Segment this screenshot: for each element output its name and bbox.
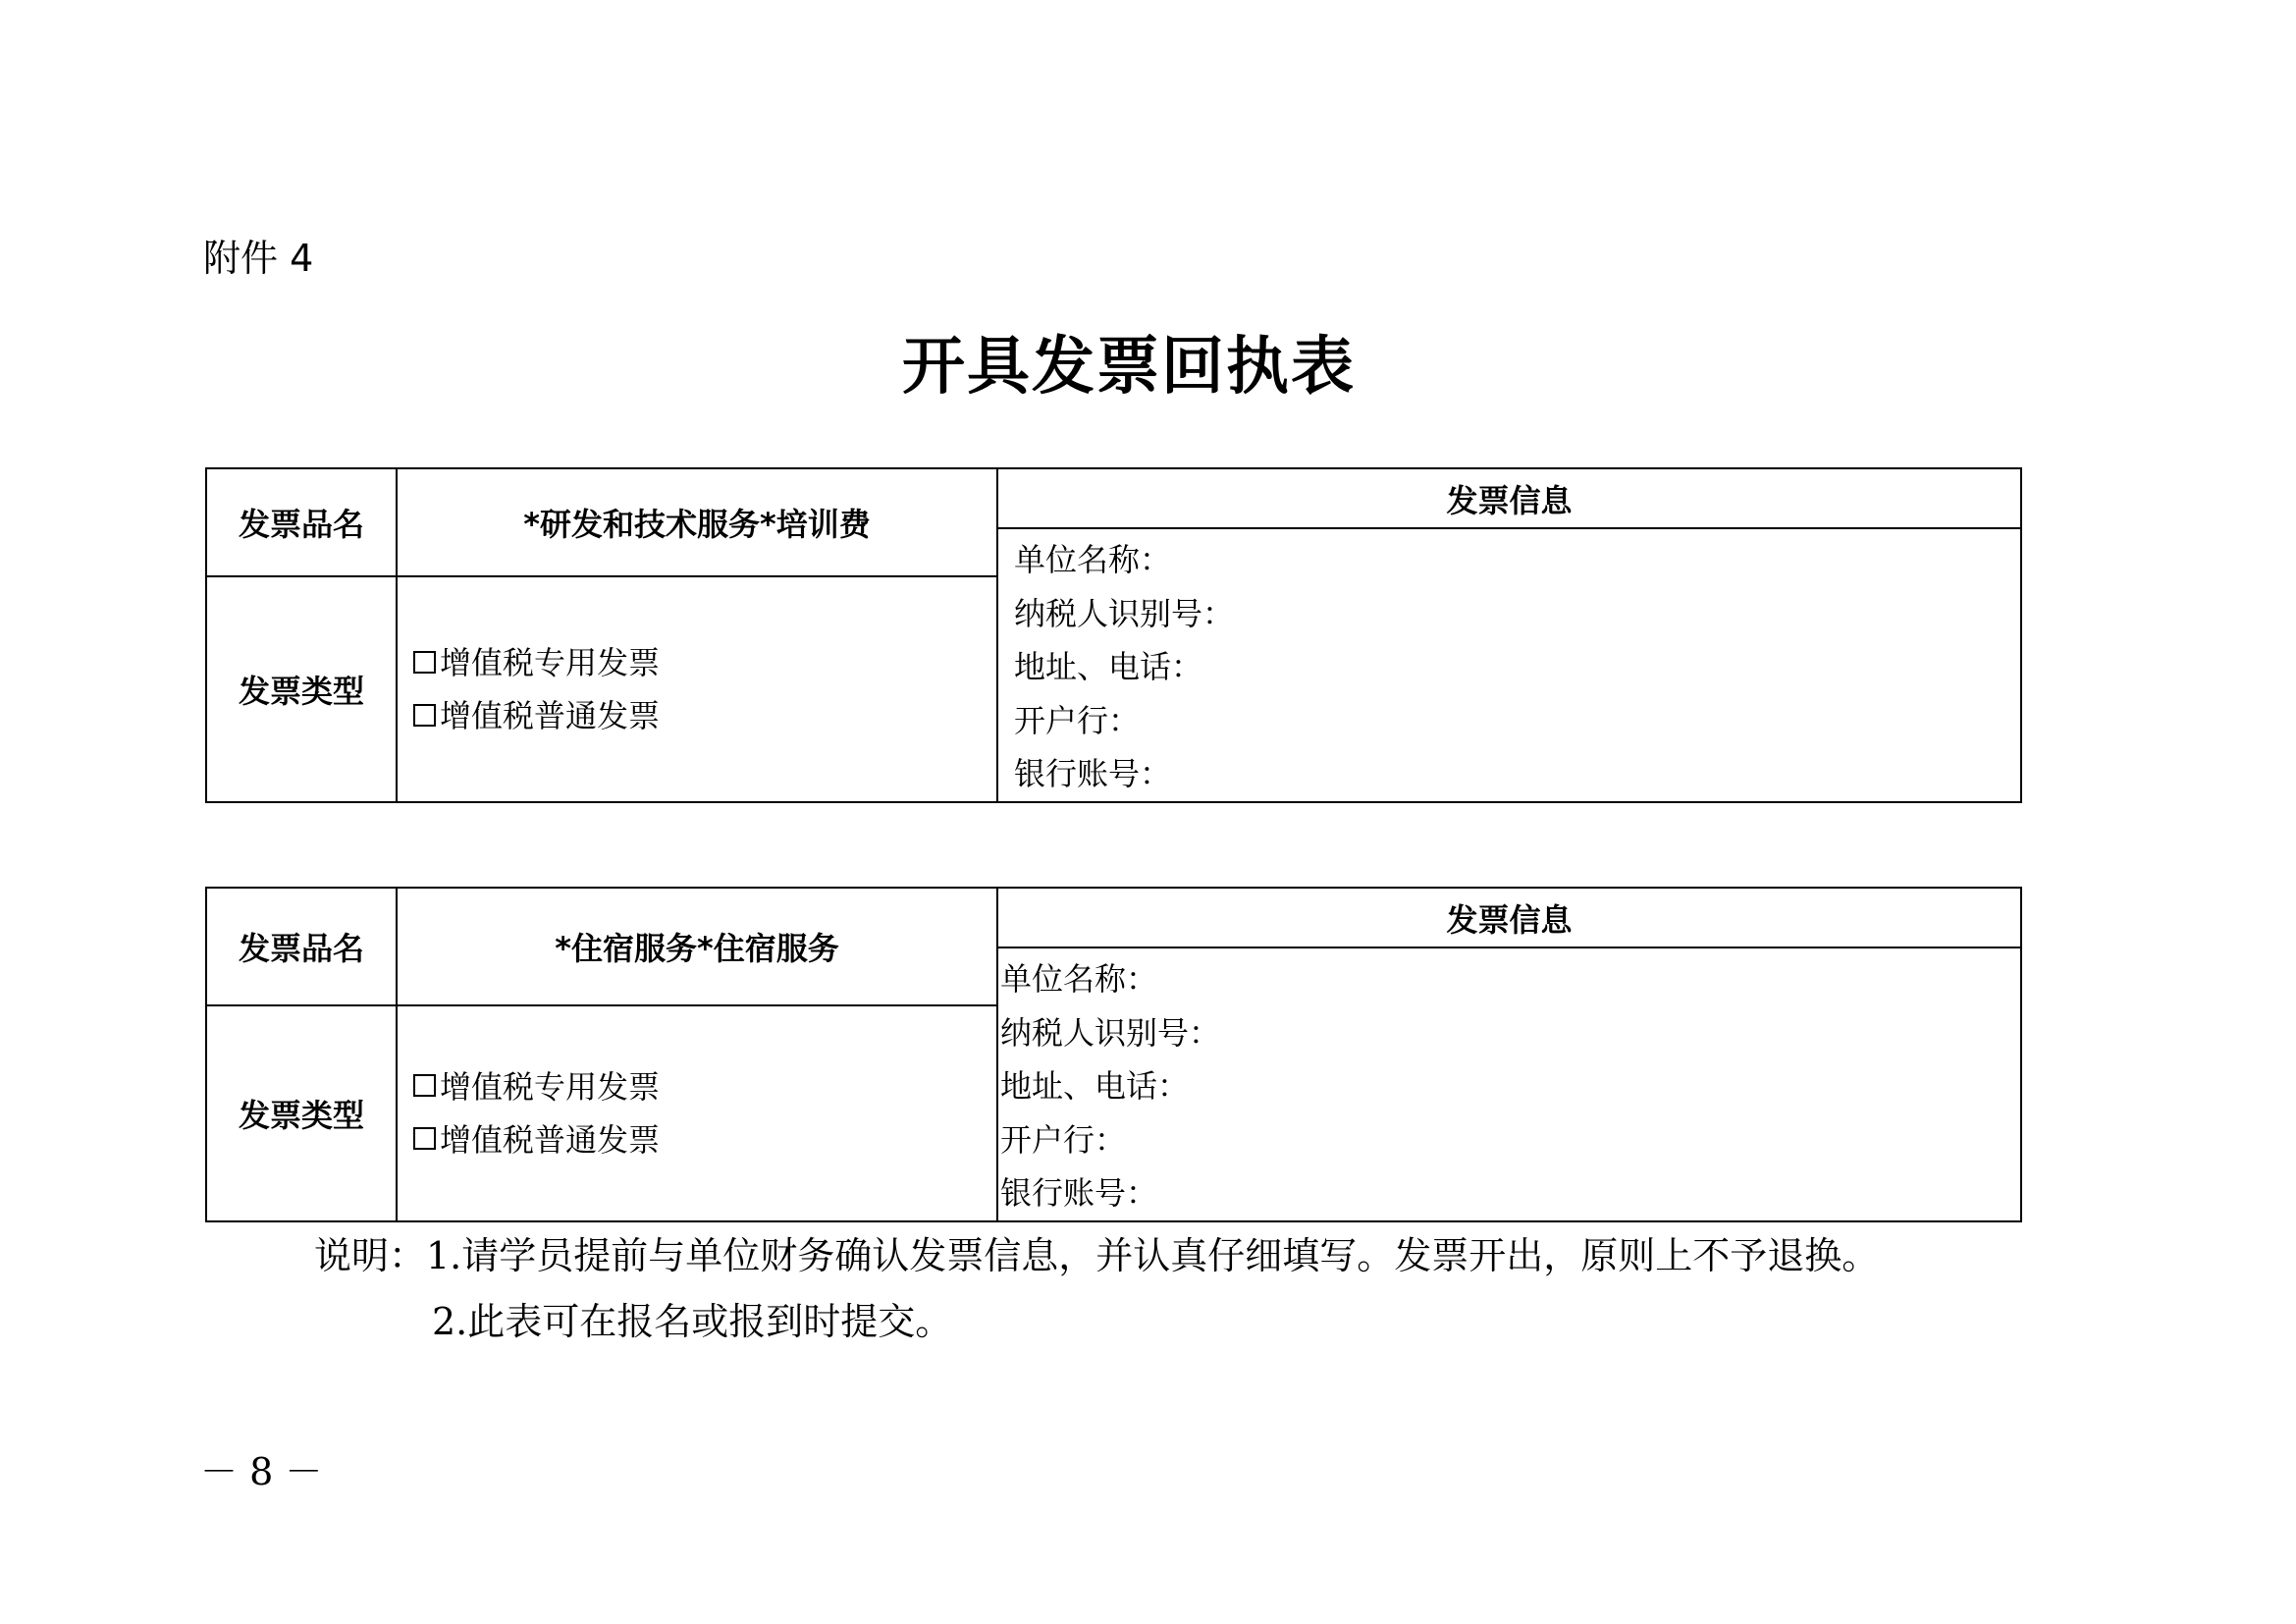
invoice-type-label: 发票类型 xyxy=(206,576,397,802)
field-bank: 开户行： xyxy=(1014,701,1141,739)
field-bank-account: 银行账号： xyxy=(1000,1174,1158,1212)
page-title: 开具发票回执表 xyxy=(902,330,1356,404)
field-company-name: 单位名称： xyxy=(1014,541,1172,578)
field-taxpayer-id: 纳税人识别号： xyxy=(1014,594,1235,632)
note-line-1: 说明：1.请学员提前与单位财务确认发票信息，并认真仔细填写。发票开出，原则上不予退换。 xyxy=(314,1234,1880,1277)
invoice-type-label: 发票类型 xyxy=(206,1005,397,1221)
invoice-type-options xyxy=(397,1005,997,1221)
note-line-2: 2.此表可在报名或报到时提交。 xyxy=(432,1300,953,1343)
checkbox-icon[interactable] xyxy=(413,704,436,727)
invoice-table-1 xyxy=(205,467,2022,803)
invoice-info-header: 发票信息 xyxy=(997,468,2021,528)
invoice-type-options xyxy=(397,576,997,802)
option-general-vat[interactable]: 增值税普通发票 xyxy=(413,1113,996,1166)
field-bank: 开户行： xyxy=(1000,1120,1127,1159)
field-taxpayer-id: 纳税人识别号： xyxy=(1000,1013,1221,1052)
checkbox-icon[interactable] xyxy=(413,1074,436,1097)
invoice-info-fields[interactable] xyxy=(997,947,2021,1221)
option-general-vat[interactable]: 增值税普通发票 xyxy=(413,689,996,742)
invoice-info-header: 发票信息 xyxy=(997,888,2021,947)
checkbox-icon[interactable] xyxy=(413,651,436,674)
field-company-name: 单位名称： xyxy=(1000,960,1158,998)
field-address-phone: 地址、电话： xyxy=(1014,648,1203,685)
invoice-table-2 xyxy=(205,887,2022,1222)
invoice-name-label: 发票品名 xyxy=(206,888,397,1005)
page-number: － 8 － xyxy=(200,1450,323,1493)
checkbox-icon[interactable] xyxy=(413,1127,436,1150)
option-special-vat[interactable]: 增值税专用发票 xyxy=(413,636,996,689)
option-special-vat[interactable]: 增值税专用发票 xyxy=(413,1060,996,1113)
invoice-name-label: 发票品名 xyxy=(206,468,397,576)
attachment-label: 附件 4 xyxy=(203,237,314,280)
invoice-product: *研发和技术服务*培训费 xyxy=(397,468,997,576)
invoice-product: *住宿服务*住宿服务 xyxy=(397,888,997,1005)
field-address-phone: 地址、电话： xyxy=(1000,1067,1190,1105)
field-bank-account: 银行账号： xyxy=(1014,755,1172,792)
invoice-info-fields[interactable] xyxy=(997,528,2021,802)
